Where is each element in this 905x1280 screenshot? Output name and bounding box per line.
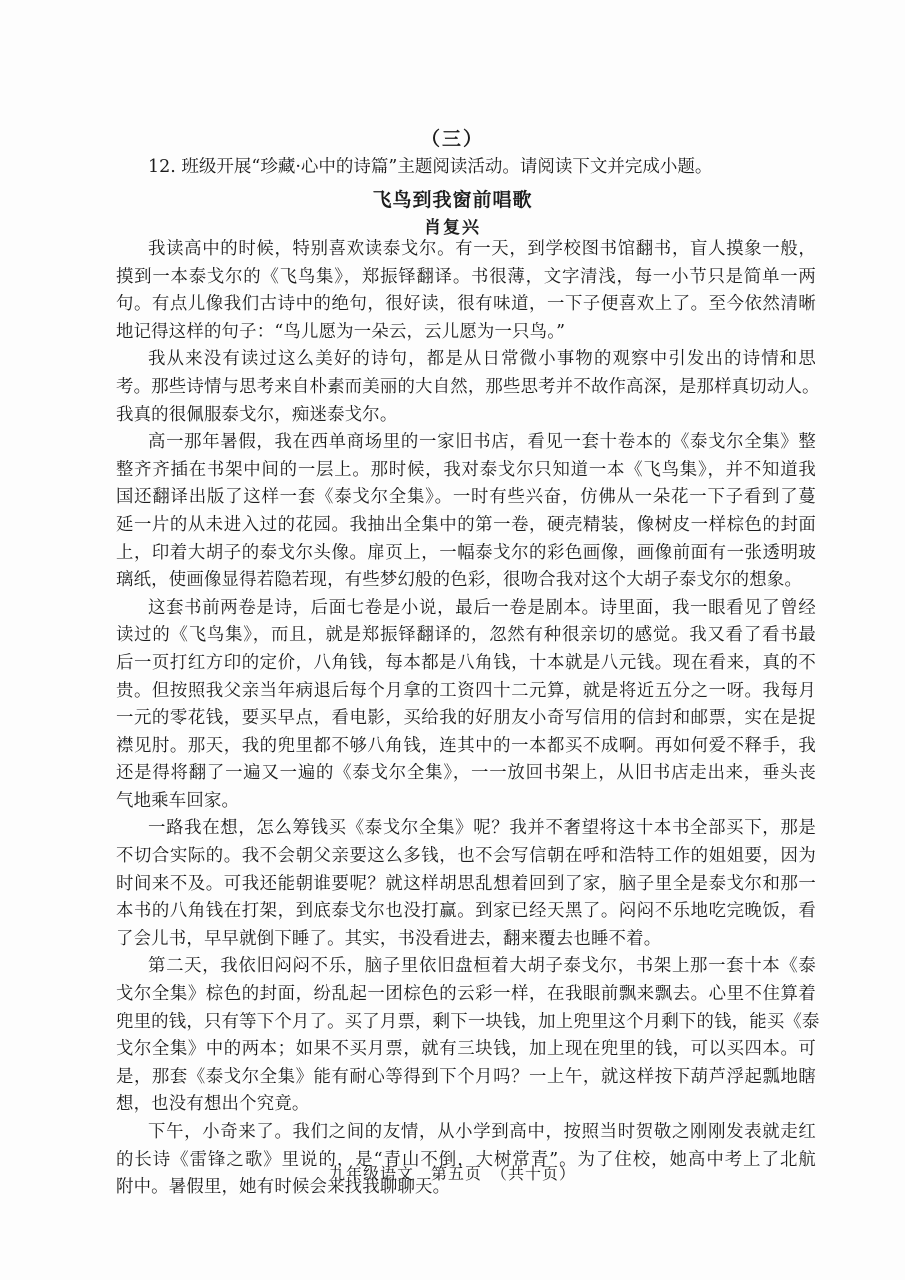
article-line: 还是得将翻了一遍又一遍的《泰戈尔全集》，一一放回书架上，从旧书店走出来，垂头丧 bbox=[116, 763, 816, 784]
page-footer: 九年级语文 第五页 （共十页） bbox=[328, 1164, 576, 1183]
article-line: 戈尔全集》中的两本；如果不买月票，就有三块钱，加上现在兜里的钱，可以买四本。可 bbox=[116, 1039, 816, 1060]
article-line: 贵。但按照我父亲当年病退后每个月拿的工资四十二元算，就是将近五分之一呀。我每月 bbox=[116, 680, 816, 701]
article-title: 飞鸟到我窗前唱歌 bbox=[372, 189, 533, 211]
article-line: 延一片的从未进入过的花园。我抽出全集中的第一卷，硬壳精装，像树皮一样棕色的封面 bbox=[116, 514, 816, 535]
article-line: 摸到一本泰戈尔的《飞鸟集》，郑振铎翻译。书很薄，文字清浅，每一小节只是简单一两 bbox=[116, 266, 816, 287]
question-prompt: 12. 班级开展“珍藏·心中的诗篇”主题阅读活动。请阅读下文并完成小题。 bbox=[148, 157, 713, 177]
article-line: 一路我在想，怎么筹钱买《泰戈尔全集》呢？我并不奢望将这十本书全部买下，那是 bbox=[148, 818, 816, 839]
article-line: 这套书前两卷是诗，后面七卷是小说，最后一卷是剧本。诗里面，我一眼看见了曾经 bbox=[148, 597, 816, 618]
article-line: 我读高中的时候，特别喜欢读泰戈尔。有一天，到学校图书馆翻书，盲人摸象一般， bbox=[148, 239, 816, 259]
article-body bbox=[116, 236, 820, 1202]
article-line: 国还翻译出版了这样一套《泰戈尔全集》。一时有些兴奋，仿佛从一朵花一下子看到了蔓 bbox=[116, 487, 816, 508]
article-line: 整齐齐插在书架中间的一层上。那时候，我对泰戈尔只知道一本《飞鸟集》，并不知道我 bbox=[116, 459, 816, 480]
article-line: 地记得这样的句子：“鸟儿愿为一朵云，云儿愿为一只鸟。” bbox=[116, 321, 566, 342]
article-line: 第二天，我依旧闷闷不乐，脑子里依旧盘桓着大胡子泰戈尔，书架上那一套十本《泰 bbox=[148, 956, 816, 977]
article-line: 后一页打红方印的定价，八角钱，每本都是八角钱，十本就是八元钱。现在看来，真的不 bbox=[116, 652, 816, 673]
article-line: 兜里的钱，只有等下个月了。买了月票，剩下一块钱，加上兜里这个月剩下的钱，能买《泰 bbox=[116, 1011, 820, 1032]
article-line: 高一那年暑假，我在西单商场里的一家旧书店，看见一套十卷本的《泰戈尔全集》整 bbox=[148, 432, 816, 453]
article-line: 本书的八角钱在打架，到底泰戈尔也没打赢。到家已经天黑了。闷闷不乐地吃完晚饭，看 bbox=[116, 901, 816, 922]
article-line: 我真的很佩服泰戈尔，痴迷泰戈尔。 bbox=[116, 404, 398, 425]
article-line: 璃纸，使画像显得若隐若现，有些梦幻般的色彩，很吻合我对这个大胡子泰戈尔的想象。 bbox=[116, 570, 803, 591]
article-line: 是，那套《泰戈尔全集》能有耐心等得到下个月吗？一上午，就这样按下葫芦浮起瓢地瞎 bbox=[116, 1066, 816, 1087]
article-line: 上，印着大胡子的泰戈尔头像。扉页上，一幅泰戈尔的彩色画像，画像前面有一张透明玻 bbox=[116, 542, 816, 563]
article-line: 读过的《飞鸟集》，而且，就是郑振铎翻译的，忽然有种很亲切的感觉。我又看了看书最 bbox=[116, 625, 816, 646]
article-line: 想，也没有想出个究竟。 bbox=[116, 1094, 310, 1115]
article-line: 考。那些诗情与思考来自朴素而美丽的大自然，那些思考并不故作高深，是那样真切动人。 bbox=[116, 376, 820, 397]
article-line: 襟见肘。那天，我的兜里都不够八角钱，连其中的一本都买不成啊。再如何爱不释手，我 bbox=[116, 735, 816, 756]
article-line: 时间来不及。可我还能朝谁要呢？就这样胡思乱想着回到了家，脑子里全是泰戈尔和那一 bbox=[116, 873, 816, 894]
article-line: 戈尔全集》棕色的封面，纷乱起一团棕色的云彩一样，在我眼前飘来飘去。心里不住算着 bbox=[116, 984, 816, 1005]
article-line: 了会儿书，早早就倒下睡了。其实，书没看进去，翻来覆去也睡不着。 bbox=[116, 928, 662, 949]
article-line: 下午，小奇来了。我们之间的友情，从小学到高中，按照当时贺敬之刚刚发表就走红 bbox=[148, 1122, 816, 1142]
section-number: （三） bbox=[420, 128, 484, 150]
article-line: 我从来没有读过这么美好的诗句，都是从日常微小事物的观察中引发出的诗情和思 bbox=[148, 349, 816, 370]
article-line: 附中。暑假里，她有时候会来找我聊聊天。 bbox=[116, 1177, 451, 1198]
article-line: 一元的零花钱，要买早点，看电影，买给我的好朋友小奇写信用的信封和邮票，实在是捉 bbox=[116, 708, 816, 729]
article-line: 的长诗《雷锋之歌》里说的，是“青山不倒，大树常青”。为了住校，她高中考上了北航 bbox=[116, 1149, 816, 1170]
article-line: 气地乘车回家。 bbox=[116, 790, 240, 811]
article-line: 句。有点儿像我们古诗中的绝句，很好读，很有味道，一下子便喜欢上了。至今依然清晰 bbox=[116, 294, 816, 315]
article-line: 不切合实际的。我不会朝父亲要这么多钱，也不会写信朝在呼和浩特工作的姐姐要，因为 bbox=[116, 846, 816, 867]
article-author: 肖复兴 bbox=[424, 218, 481, 238]
